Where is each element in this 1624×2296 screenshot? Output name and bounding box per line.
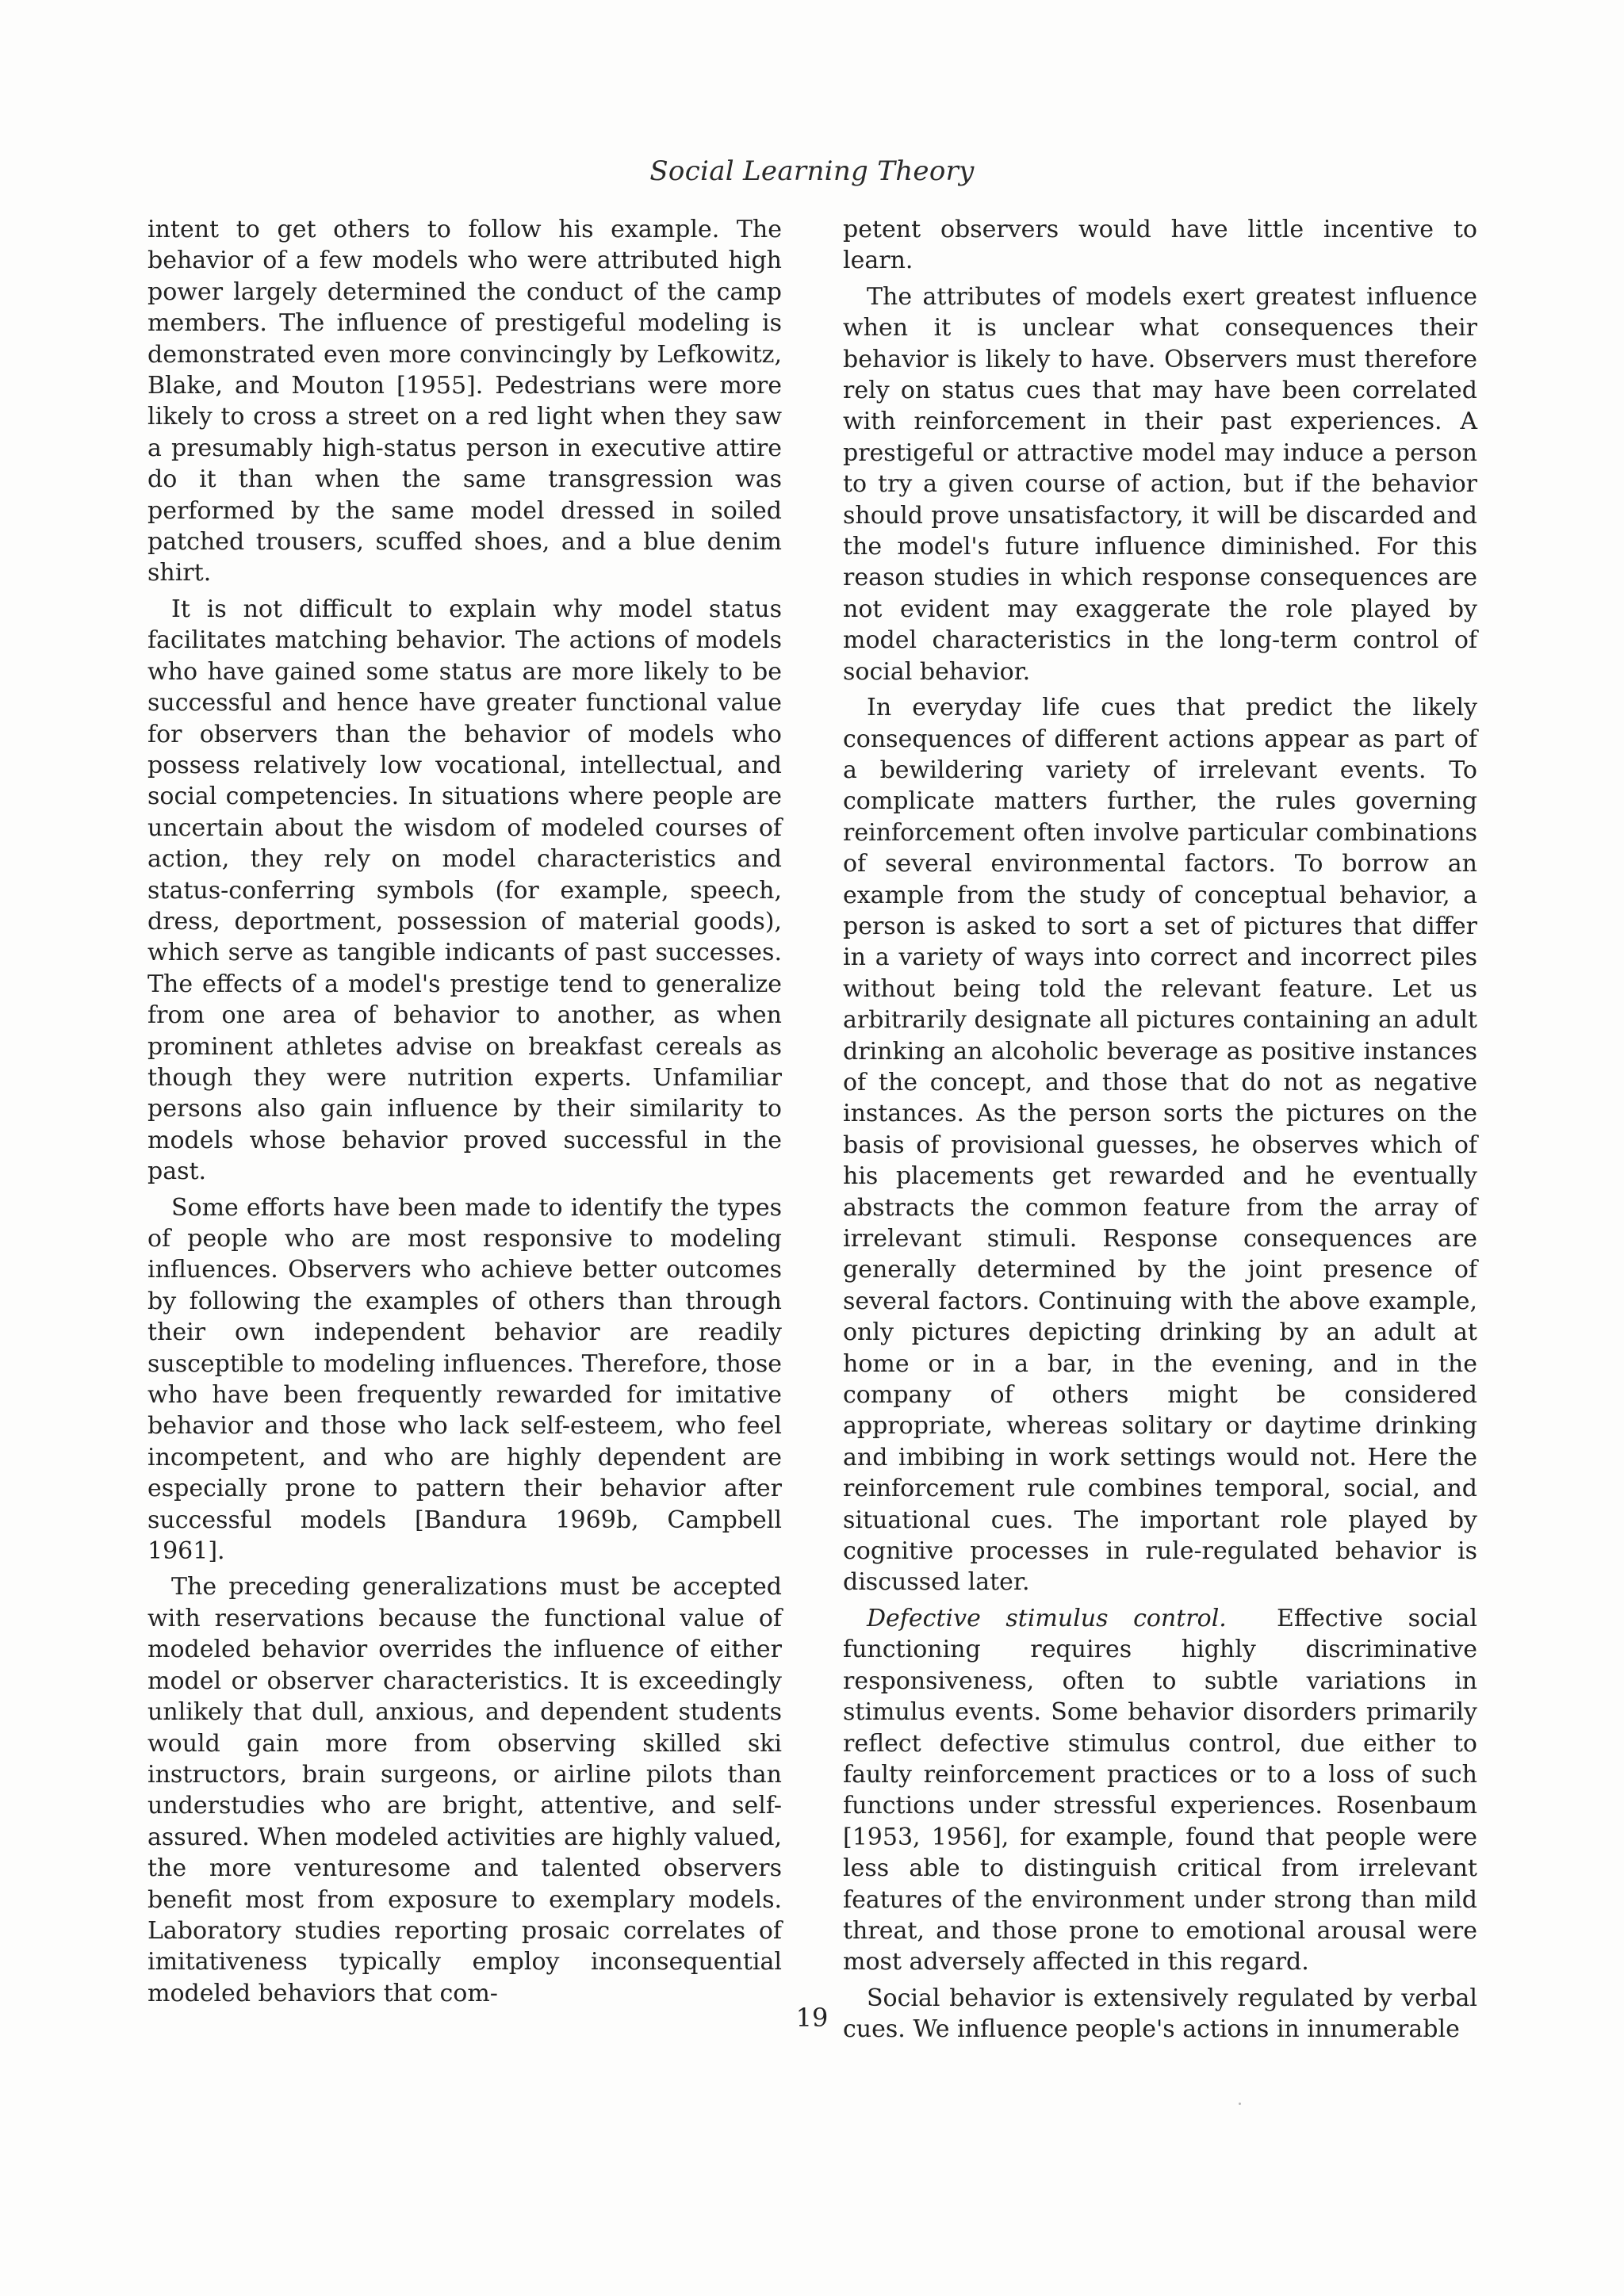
section-paragraph: [843, 1603, 1477, 1978]
section-heading: Defective stimulus control.: [867, 1604, 1227, 1632]
left-column: [147, 214, 782, 2009]
left-paragraph-2: It is not difficult to explain why model status facilitates matching behavior. The actions of models who have gained some status are more likely to be successful and hence have greater functional value for observers than the behavior of models who possess relatively low vocational, intellectual, and social competencies. In situations where people are uncertain about the wisdom of modeled courses of action, they rely on model characteristics and status-conferring symbols (for example, speech, dress, deportment, possession of material goods), which serve as tangible indicants of past successes. The effects of a model's prestige tend to generalize from one area of behavior to another, as when prominent athletes advise on breakfast cereals as though they were nutrition experts. Unfamiliar persons also gain influence by their similarity to models whose behavior proved successful in the past.: [147, 595, 782, 1186]
right-paragraph-1: petent observers would have little incentive to learn.: [843, 216, 1477, 275]
right-paragraph-5: Social behavior is extensively regulated by verbal cues. We influence people's actions in innumerable: [843, 1984, 1477, 2044]
right-paragraph-2: The attributes of models exert greatest influence when it is unclear what consequences their behavior is likely to have. Observers must therefore rely on status cues that may have been correlated with reinforcement in their past experiences. A prestigeful or attractive model may induce a person to try a given course of action, but if the behavior should prove unsatisfactory, it will be discarded and the model's future influence diminished. For this reason studies in which response consequences are not evident may exaggerate the role played by model characteristics in the long-term control of social behavior.: [843, 282, 1477, 686]
left-paragraph-1: intent to get others to follow his example. The behavior of a few models who were attributed high power largely determined the conduct of the camp members. The influence of prestigeful modeling is demonstrated even more convincingly by Lefkowitz, Blake, and Mouton [1955]. Pedestrians were more likely to cross a street on a red light when they saw a presumably high-status person in executive attire do it than when the same transgression was performed by the same model dressed in soiled patched trousers, scuffed shoes, and a blue denim shirt.: [147, 216, 782, 587]
section-text: Effective social functioning requires highly discriminative responsiveness, often to subtle variations in stimulus events. Some behavior disorders primarily reflect defective stimulus control, due either to faulty reinforcement practices or to a loss of such functions under stressful experiences. Rosenbaum [1953, 1956], for example, found that people were less able to distinguish critical from irrelevant features of the environment under strong than mild threat, and those prone to emotional arousal were most adversely affected in this regard.: [843, 1604, 1477, 1976]
left-paragraph-3: Some efforts have been made to identify the types of people who are most responsive to modeling influences. Observers who achieve better outcomes by following the examples of others than through their own independent behavior are readily susceptible to modeling influences. Therefore, those who have been frequently rewarded for imitative behavior and those who lack self-esteem, who feel incompetent, and who are highly dependent are especially prone to pattern their behavior after successful models [Bandura 1969b, Campbell 1961].: [147, 1193, 782, 1566]
right-column: [843, 214, 1477, 2045]
scan-speck: [1239, 2103, 1241, 2105]
page-number: 19: [795, 2003, 829, 2033]
running-head: Social Learning Theory: [649, 155, 975, 187]
left-paragraph-4: The preceding generalizations must be accepted with reservations because the functional value of modeled behavior overrides the influence of either model or observer characteristics. It is exceedingly unlikely that dull, anxious, and dependent students would gain more from observing skilled ski instructors, brain surgeons, or airline pilots than understudies who are bright, attentive, and self-assured. When modeled activities are highly valued, the more venturesome and talented observers benefit most from exposure to exemplary models. Laboratory studies reporting prosaic correlates of imitativeness typically employ inconsequential modeled behaviors that com-: [147, 1573, 782, 2007]
right-paragraph-3: In everyday life cues that predict the likely consequences of different actions appear as part of a bewildering variety of irrelevant events. To complicate matters further, the rules governing reinforcement often involve particular combinations of several environmental factors. To borrow an example from the study of conceptual behavior, a person is asked to sort a set of pictures that differ in a variety of ways into correct and incorrect piles without being told the relevant feature. Let us arbitrarily designate all pictures containing an adult drinking an alcoholic beverage as positive instances of the concept, and those that do not as negative instances. As the person sorts the pictures on the basis of provisional guesses, he observes which of his placements get rewarded and he eventually abstracts the common feature from the array of irrelevant stimuli. Response consequences are generally determined by the joint presence of several factors. Continuing with the above example, only pictures depicting drinking by an adult at home or in a bar, in the evening, and in the company of others might be considered appropriate, whereas solitary or daytime drinking and imbibing in work settings would not. Here the reinforcement rule combines temporal, social, and situational cues. The important role played by cognitive processes in rule-regulated behavior is discussed later.: [843, 694, 1477, 1597]
